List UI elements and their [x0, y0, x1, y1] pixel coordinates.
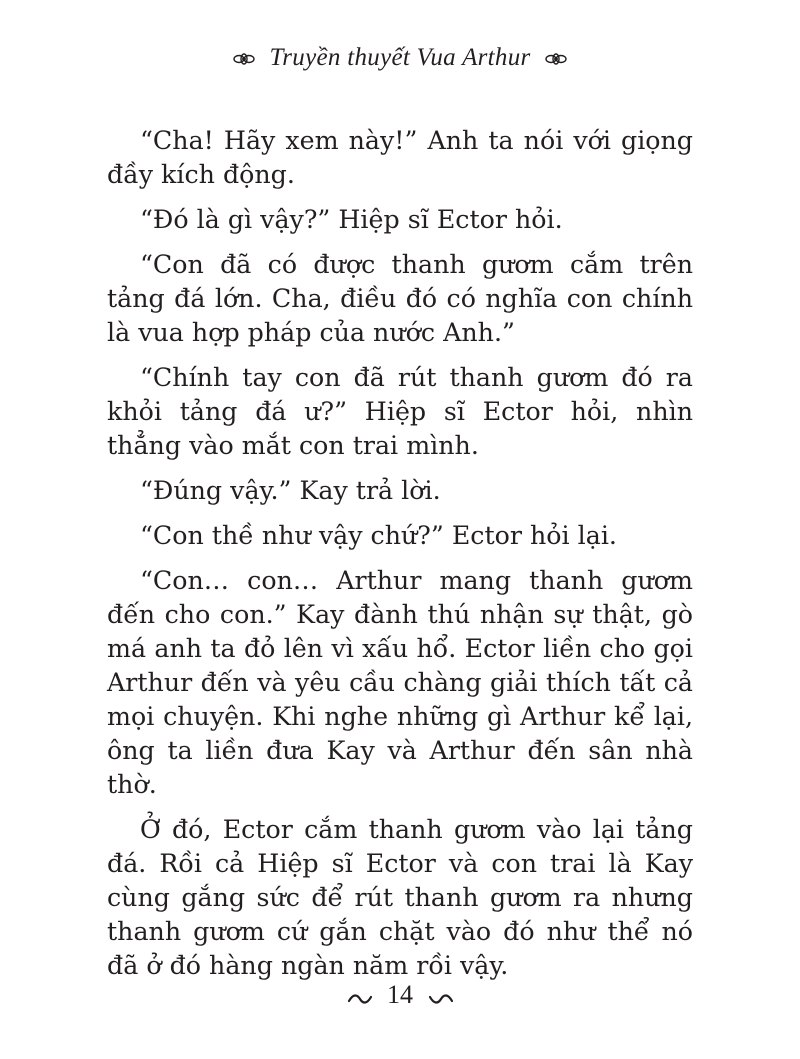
knot-ornament-icon [233, 45, 255, 73]
page-number: 14 [387, 980, 413, 1009]
paragraph: “Đúng vậy.” Kay trả lời. [140, 476, 441, 505]
paragraph: Ở đó, Ector cắm thanh gươm vào lại tảng đá. Rồi cả Hiệp sĩ Ector và con trai là Kay cùng gắng sức để rút thanh gươm ra nhưng thanh gươm cứ gắn chặt vào đó như thể nó đã ở đó hàng ngàn năm rồi vậy. [107, 815, 693, 980]
paragraph: “Con thề như vậy chứ?” Ector hỏi lại. [140, 521, 617, 550]
paragraph: “Cha! Hãy xem này!” Anh ta nói với giọng đầy kích động. [107, 126, 693, 189]
knot-ornament-icon [545, 45, 567, 73]
paragraph: “Con… con… Arthur mang thanh gươm đến cho con.” Kay đành thú nhận sự thật, gò má anh ta đỏ lên vì xấu hổ. Ector liền cho gọi Arthur đến và yêu cầu chàng giải thích tất cả mọi chuyện. Khi nghe những gì Arthur kể lại, ông ta liền đưa Kay và Arthur đến sân nhà thờ. [107, 566, 693, 799]
wave-ornament-icon [428, 982, 454, 1012]
paragraph: “Con đã có được thanh gươm cắm trên tảng đá lớn. Cha, điều đó có nghĩa con chính là vua hợp pháp của nước Anh.” [107, 250, 693, 347]
book-title: Truyền thuyết Vua Arthur [269, 44, 531, 71]
paragraph: “Đó là gì vậy?” Hiệp sĩ Ector hỏi. [140, 205, 563, 234]
page-footer [0, 980, 800, 1012]
paragraph: “Chính tay con đã rút thanh gươm đó ra khỏi tảng đá ư?” Hiệp sĩ Ector hỏi, nhìn thẳng vào mắt con trai mình. [107, 363, 693, 460]
running-header [0, 44, 800, 73]
wave-ornament-icon [347, 982, 373, 1012]
page-body [107, 124, 693, 994]
